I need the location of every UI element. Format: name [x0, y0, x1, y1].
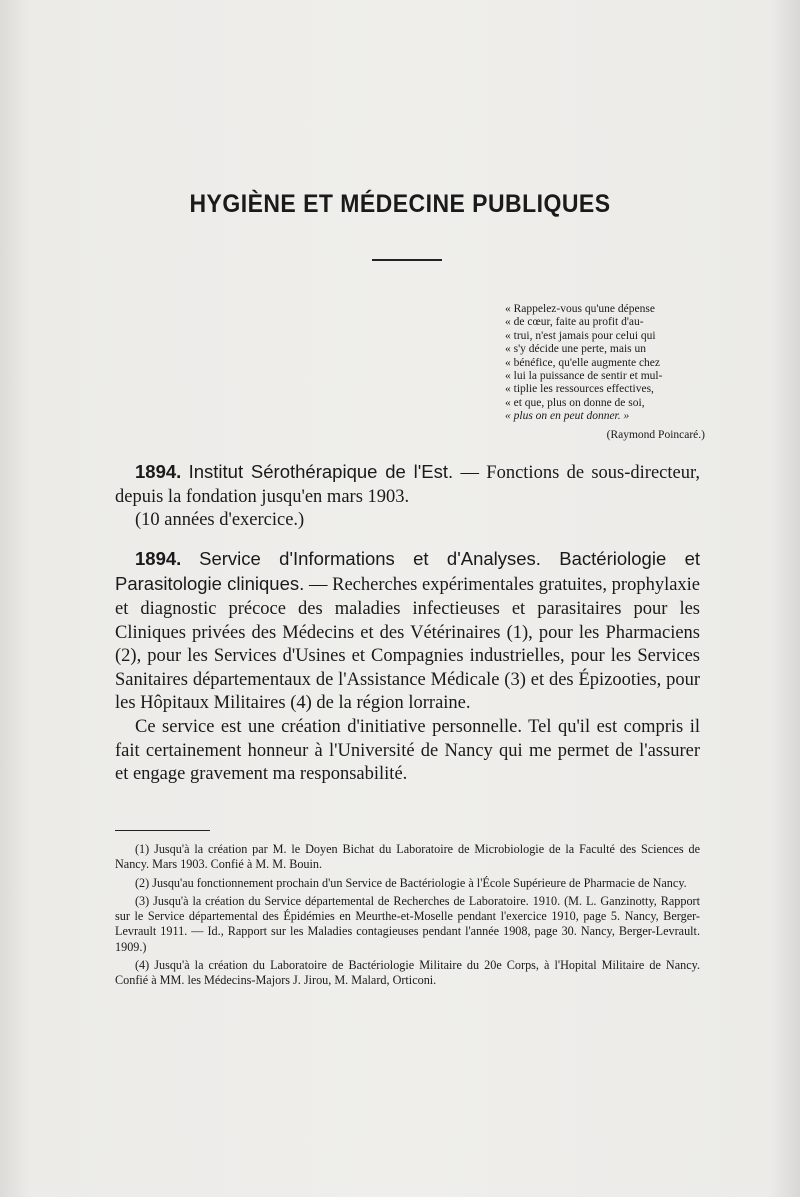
epigraph-line: « Rappelez-vous qu'une dépense: [505, 303, 655, 315]
epigraph-line: « lui la puissance de sentir et mul-: [505, 370, 663, 383]
entry-2-followup: Ce service est une création d'initiative personnelle. Tel qu'il est compris il fait certainement honneur à l'Université de Nancy qui me permet de l'assurer et engage gravement ma responsabilité.: [115, 716, 700, 785]
epigraph-author: (Raymond Poincaré.): [606, 428, 705, 441]
entry-1-note: (10 années d'exercice.): [135, 510, 305, 531]
page-title: HYGIÈNE ET MÉDECINE PUBLIQUES: [189, 190, 611, 218]
footnote-3: (3) Jusqu'à la création du Service départemental de Recherches de Laboratoire. 1910. (M. L. Ganzinotty, Rapport sur le Service départemental des Épidémies en Meurthe-et-Moselle pendant l'exercice 1910, page 5. Nancy, Berger-Levrault 1911. — Id., Rapport sur les Maladies contagieuses pendant l'année 1908, page 30. Nancy, Berger-Levrault. 1909.): [115, 893, 700, 954]
entry-1-text: — Fonctions de sous-directeur, depuis la fondation jusqu'en mars 1903.: [115, 463, 701, 507]
entry-2-heading: Service d'Informations et d'Analyses. Bactériologie et Parasitologie cliniques.: [115, 547, 701, 595]
title-rule: [372, 259, 442, 261]
entry-2-text: — Recherches expérimentales gratuites, prophylaxie et diagnostic précoce des maladies infectieuses et parasitaires pour les Cliniques privées des Médecins et des Vétérinaires (1), pour les Pharmaciens (2), pour les Services d'Usines et Compagnies industrielles, pour les Services Sanitaires départementaux de l'Assistance Médicale (3) et des Épizooties, pour les Hôpitaux Militaires (4) de la région lorraine.: [115, 575, 701, 714]
epigraph-line: « et que, plus on donne de soi,: [505, 396, 645, 409]
entry-2-year: 1894.: [135, 547, 182, 569]
epigraph: [505, 303, 705, 442]
epigraph-line: « trui, n'est jamais pour celui qui: [505, 329, 656, 342]
footnote-4: (4) Jusqu'à la création du Laboratoire de Bactériologie Militaire du 20e Corps, à l'Hopital Militaire de Nancy. Confié à MM. les Médecins-Majors J. Jirou, M. Malard, Orticoni.: [115, 958, 700, 988]
entry-1-heading: Institut Sérothérapique de l'Est.: [188, 461, 454, 482]
epigraph-line: « de cœur, faite au profit d'au-: [505, 316, 644, 329]
entry-1-year: 1894.: [135, 461, 182, 482]
entry-2: [115, 547, 700, 716]
epigraph-line: « s'y décide une perte, mais un: [505, 343, 646, 356]
epigraph-line: « bénéfice, qu'elle augmente chez: [505, 356, 661, 369]
epigraph-line: « plus on en peut donner. »: [505, 410, 630, 423]
footnote-2: (2) Jusqu'au fonctionnement prochain d'un Service de Bactériologie à l'École Supérieure de Pharmacie de Nancy.: [135, 875, 687, 890]
footnote-1: (1) Jusqu'à la création par M. le Doyen Bichat du Laboratoire de Microbiologie de la Faculté des Sciences de Nancy. Mars 1903. Confié à M. M. Bouin.: [115, 842, 700, 872]
main-text: [115, 460, 700, 787]
entry-1: [115, 460, 700, 509]
footnote-rule: [115, 830, 210, 831]
footnotes: [115, 842, 700, 992]
epigraph-line: « tiplie les ressources effectives,: [505, 383, 654, 396]
